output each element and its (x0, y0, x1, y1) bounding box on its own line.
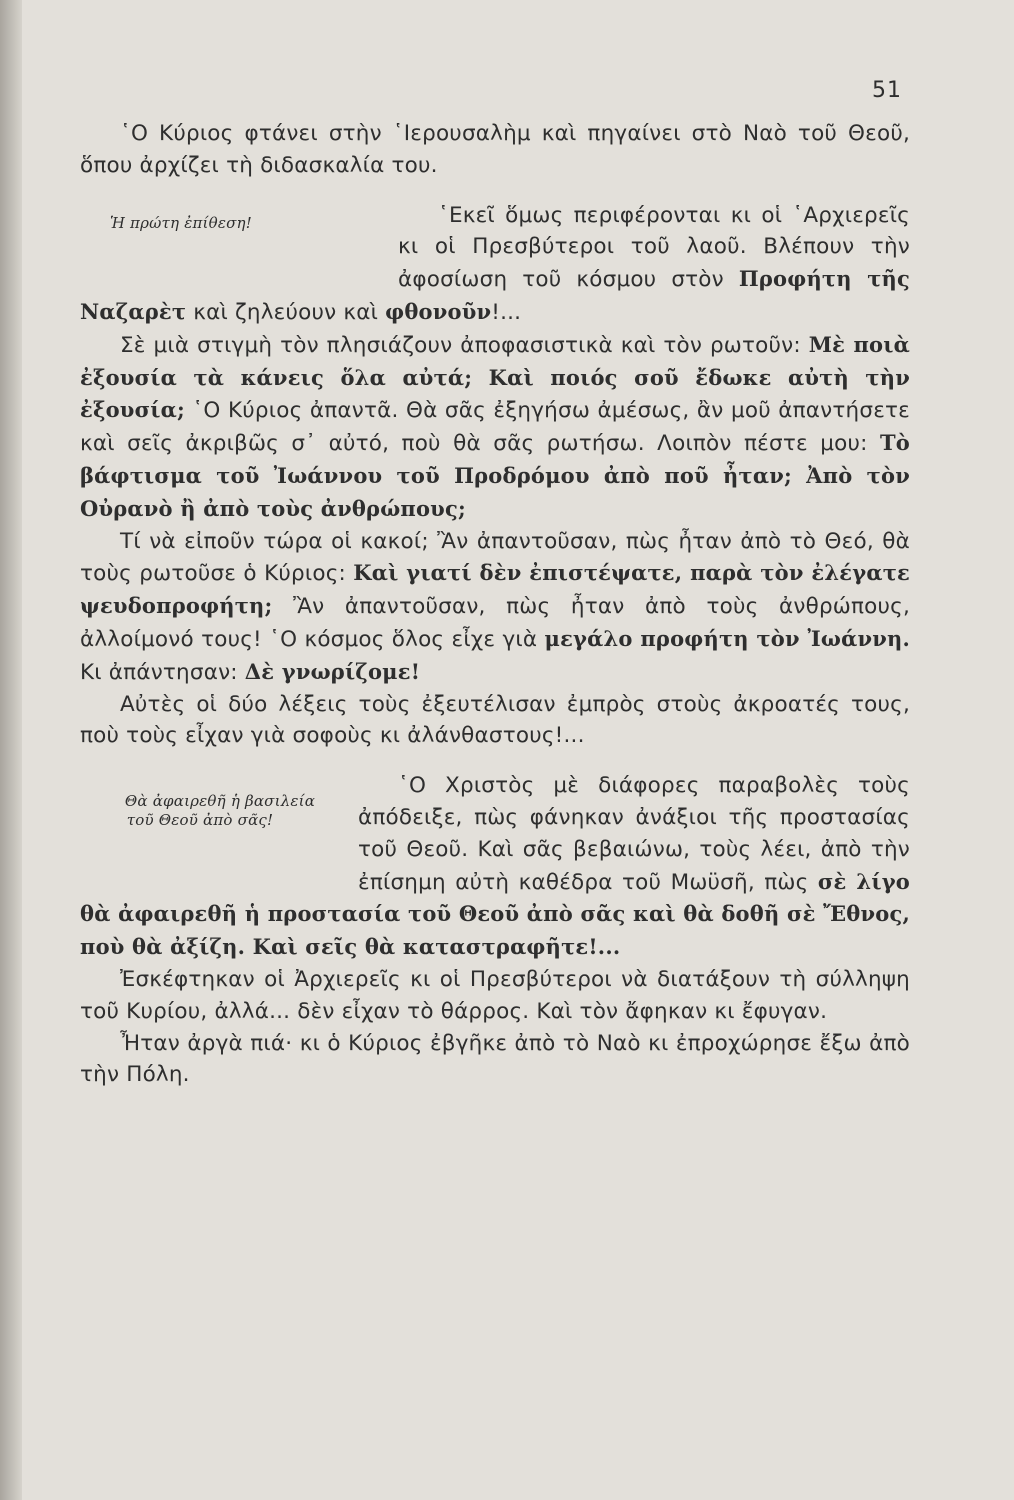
paragraph-1: ῾Ο Κύριος φτάνει στὴν ῾Ιερουσαλὴμ καὶ πηγαίνει στὸ Ναὸ τοῦ Θεοῦ, ὅπου ἀρχίζει τὴ διδασκαλία του. (80, 121, 910, 178)
p3-text-1: Σὲ μιὰ στιγμὴ τὸν πλησιάζουν ἀποφασιστικὰ καὶ τὸν ρωτοῦν: (120, 332, 801, 358)
p3-text-2: ῾Ο Κύριος ἀπαντᾶ. Θὰ σᾶς ἐξηγήσω ἀμέσως, ἂν μοῦ ἀπαντήσετε καὶ σεῖς ἀκριβῶς σ᾿ αὐτό, ποὺ θὰ σᾶς ρωτήσω. Λοιπὸν πέστε μου: (80, 398, 910, 457)
p2-text: ῾Εκεῖ ὅμως περιφέρονται κι οἱ ῾Αρχιερεῖς κι οἱ Πρεσβύτεροι τοῦ λαοῦ. Βλέπουν τὴν ἀφοσίωση τοῦ κόσμου στὸν (398, 202, 910, 293)
p4-text-1: Τί νὰ εἰποῦν τώρα οἱ κακοί; Ἂν ἀπαντοῦσαν, πὼς ἦταν ἀπὸ τὸ Θεό, θὰ τοὺς ρωτοῦσε ὁ Κύριος: (80, 528, 910, 587)
paragraph-4 (80, 526, 910, 689)
paragraph-5: Αὐτὲς οἱ δύο λέξεις τοὺς ἐξευτέλισαν ἐμπρὸς στοὺς ἀκροατές τους, ποὺ τοὺς εἶχαν γιὰ σοφοὺς κι ἀλάνθαστους!... (80, 691, 910, 749)
page-body (80, 118, 910, 1091)
p2-ellipsis: !... (491, 299, 522, 325)
p6-text: ῾Ο Χριστὸς μὲ διάφορες παραβολὲς τοὺς ἀπόδειξε, πὼς φάνηκαν ἀνάξιοι τῆς προστασίας τοῦ Θεοῦ. Καὶ σᾶς βεβαιώνω, τοὺς λέει, ἀπὸ τὴν ἐπίσημη αὐτὴ καθέδρα τοῦ Μωϋσῆ, πὼς (358, 773, 910, 895)
margin-note-kingdom: Θὰ ἀφαιρεθῆ ἡ βασιλεία τοῦ Θεοῦ ἀπὸ σᾶς! (124, 792, 316, 830)
paragraph-6 (80, 770, 910, 964)
p2-text-2: καὶ ζηλεύουν καὶ (193, 299, 379, 325)
p4-bold-why: Καὶ γιατί δὲν ἐπιστέψατε, παρὰ τὸν ἐλέγατε ψευδοπροφήτη; (80, 560, 910, 619)
p6-bold-warning: σὲ λίγο θὰ ἀφαιρεθῆ ἡ προστασία τοῦ Θεοῦ ἀπὸ σᾶς καὶ θὰ δοθῆ σὲ Ἔθνος, ποὺ θὰ ἀξίζη. Καὶ σεῖς θὰ καταστραφῆτε!... (80, 868, 910, 960)
p4-text-2: Ἂν ἀπαντοῦσαν, πὼς ἦταν ἀπὸ τοὺς ἀνθρώπους, ἀλλοίμονό τους! ῾Ο κόσμος ὅλος εἶχε γιὰ (80, 594, 910, 652)
paragraph-7: Ἐσκέφτηκαν οἱ Ἀρχιερεῖς κι οἱ Πρεσβύτεροι νὰ διατάξουν τὴ σύλληψη τοῦ Κυρίου, ἀλλά... δὲν εἶχαν τὸ θάρρος. Καὶ τὸν ἄφηκαν κι ἔφυγαν. (80, 966, 910, 1024)
p4-bold-prophet: μεγάλο προφήτη τὸν Ἰωάννη. (544, 625, 910, 651)
p3-bold-question: Μὲ ποιὰ ἐξουσία τὰ κάνεις ὅλα αὐτά; Καὶ ποιός σοῦ ἔδωκε αὐτὴ τὴν ἐξουσία; (80, 331, 910, 423)
p3-bold-baptism: Τὸ βάφτισμα τοῦ Ἰωάννου τοῦ Προδρόμου ἀπὸ ποῦ ἦταν; Ἀπὸ τὸν Οὐρανὸ ἢ ἀπὸ τοὺς ἀνθρώπους; (80, 430, 910, 521)
page-number: 51 (872, 78, 902, 103)
page-edge-shadow (0, 0, 22, 1500)
p2-bold-envy: φθονοῦν (385, 298, 492, 324)
p2-bold-prophet: Προφήτη τῆς Ναζαρὲτ (80, 266, 910, 324)
paragraph-8: Ἦταν ἀργὰ πιά· κι ὁ Κύριος ἐβγῆκε ἀπὸ τὸ Ναὸ κι ἐπροχώρησε ἔξω ἀπὸ τὴν Πόλη. (80, 1030, 910, 1088)
p4-text-3: Κι ἀπάντησαν: (80, 659, 238, 685)
p4-bold-answer: Δὲ γνωρίζομε! (244, 658, 421, 684)
margin-note-first-attack: Ἡ πρώτη ἐπίθεση! (110, 213, 252, 232)
paragraph-2 (80, 200, 910, 329)
paragraph-3 (80, 329, 910, 526)
